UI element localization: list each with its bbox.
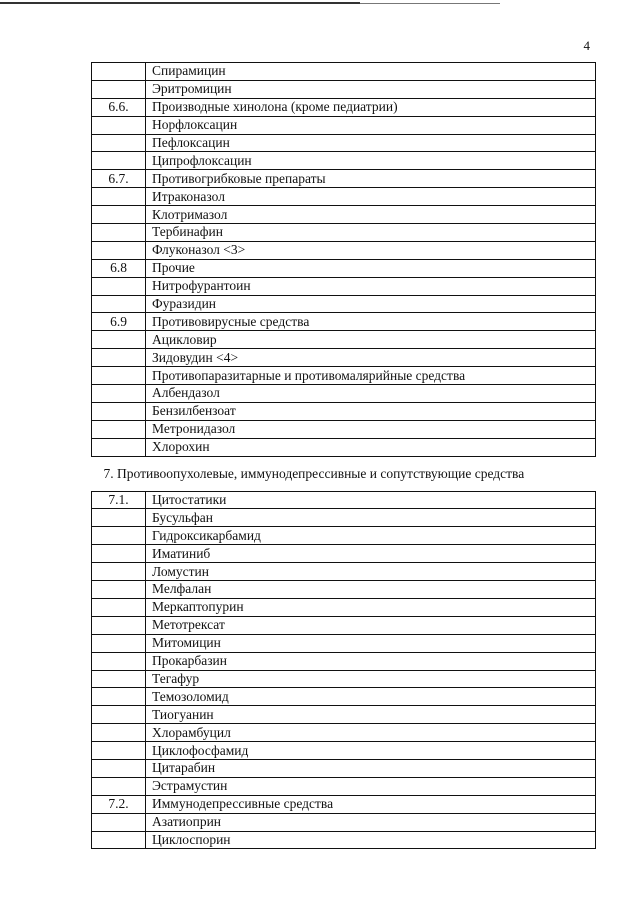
table-row	[92, 402, 596, 420]
row-number	[92, 134, 146, 152]
table-row	[92, 367, 596, 385]
row-number	[92, 367, 146, 385]
drug-name: Азатиоприн	[146, 813, 596, 831]
table-row	[92, 420, 596, 438]
table-row	[92, 98, 596, 116]
drug-name: Темозоломид	[146, 688, 596, 706]
table-row	[92, 188, 596, 206]
drug-name: Хлорохин	[146, 438, 596, 456]
drug-name: Пефлоксацин	[146, 134, 596, 152]
drug-name: Митомицин	[146, 634, 596, 652]
drug-name: Бусульфан	[146, 509, 596, 527]
table-row	[92, 831, 596, 849]
drug-name: Эритромицин	[146, 80, 596, 98]
row-number	[92, 331, 146, 349]
table-row	[92, 527, 596, 545]
row-number	[92, 616, 146, 634]
section-heading-body	[92, 456, 596, 491]
drug-name: Фуразидин	[146, 295, 596, 313]
table-row	[92, 742, 596, 760]
drug-name: Мелфалан	[146, 581, 596, 599]
table-row	[92, 688, 596, 706]
row-number	[92, 206, 146, 224]
drug-name: Прочие	[146, 259, 596, 277]
page-number: 4	[583, 38, 590, 53]
drug-name: Иматиниб	[146, 545, 596, 563]
row-number: 6.8	[92, 259, 146, 277]
row-number	[92, 509, 146, 527]
table-row	[92, 259, 596, 277]
row-number	[92, 527, 146, 545]
table-row	[92, 170, 596, 188]
drug-name: Метронидазол	[146, 420, 596, 438]
row-number	[92, 277, 146, 295]
table-row	[92, 724, 596, 742]
row-number	[92, 581, 146, 599]
table-row	[92, 616, 596, 634]
drug-name: Циклофосфамид	[146, 742, 596, 760]
scan-edge-line	[0, 2, 360, 4]
row-number	[92, 188, 146, 206]
drug-name: Тегафур	[146, 670, 596, 688]
table-row	[92, 349, 596, 367]
drug-name: Норфлоксацин	[146, 116, 596, 134]
table-row	[92, 706, 596, 724]
table-row	[92, 63, 596, 81]
drug-name: Итраконазол	[146, 188, 596, 206]
table-row	[92, 759, 596, 777]
drug-name: Противопаразитарные и противомалярийные средства	[146, 367, 596, 385]
table-row	[92, 581, 596, 599]
drug-name: Иммунодепрессивные средства	[146, 795, 596, 813]
row-number	[92, 116, 146, 134]
row-number	[92, 80, 146, 98]
section-heading: 7. Противоопухолевые, иммунодепрессивные и сопутствующие средства	[92, 456, 596, 491]
table-row	[92, 224, 596, 242]
table-row	[92, 313, 596, 331]
row-number	[92, 598, 146, 616]
drug-name: Цитостатики	[146, 491, 596, 509]
row-number	[92, 295, 146, 313]
drug-name: Эстрамустин	[146, 777, 596, 795]
row-number	[92, 241, 146, 259]
drug-name: Производные хинолона (кроме педиатрии)	[146, 98, 596, 116]
drug-name: Ацикловир	[146, 331, 596, 349]
row-number	[92, 759, 146, 777]
medication-table	[91, 62, 596, 849]
drug-name: Циклоспорин	[146, 831, 596, 849]
row-number	[92, 438, 146, 456]
drug-name: Тербинафин	[146, 224, 596, 242]
table-row	[92, 813, 596, 831]
table-row	[92, 116, 596, 134]
row-number	[92, 63, 146, 81]
table-row	[92, 385, 596, 403]
table-body-part-2	[92, 491, 596, 849]
row-number	[92, 813, 146, 831]
table-row	[92, 545, 596, 563]
row-number	[92, 402, 146, 420]
table-row	[92, 438, 596, 456]
scan-edge-line	[360, 3, 500, 4]
table-row	[92, 634, 596, 652]
row-number	[92, 545, 146, 563]
row-number: 6.6.	[92, 98, 146, 116]
table-row	[92, 206, 596, 224]
row-number	[92, 349, 146, 367]
row-number: 7.2.	[92, 795, 146, 813]
row-number: 7.1.	[92, 491, 146, 509]
drug-name: Меркаптопурин	[146, 598, 596, 616]
row-number	[92, 420, 146, 438]
drug-name: Спирамицин	[146, 63, 596, 81]
table-row	[92, 134, 596, 152]
row-number: 6.9	[92, 313, 146, 331]
table-row	[92, 277, 596, 295]
table-row	[92, 598, 596, 616]
row-number	[92, 742, 146, 760]
row-number	[92, 652, 146, 670]
drug-name: Зидовудин <4>	[146, 349, 596, 367]
table-row	[92, 652, 596, 670]
row-number	[92, 777, 146, 795]
row-number	[92, 724, 146, 742]
table-row	[92, 152, 596, 170]
drug-name: Клотримазол	[146, 206, 596, 224]
table-row	[92, 80, 596, 98]
table-row	[92, 670, 596, 688]
drug-name: Флуконазол <3>	[146, 241, 596, 259]
row-number	[92, 224, 146, 242]
drug-name: Бензилбензоат	[146, 402, 596, 420]
drug-name: Прокарбазин	[146, 652, 596, 670]
row-number	[92, 688, 146, 706]
row-number	[92, 670, 146, 688]
drug-name: Гидроксикарбамид	[146, 527, 596, 545]
drug-name: Албендазол	[146, 385, 596, 403]
table-row	[92, 295, 596, 313]
table-row	[92, 563, 596, 581]
table-row	[92, 331, 596, 349]
row-number: 6.7.	[92, 170, 146, 188]
drug-name: Ципрофлоксацин	[146, 152, 596, 170]
row-number	[92, 152, 146, 170]
table-row	[92, 777, 596, 795]
table-row	[92, 241, 596, 259]
row-number	[92, 563, 146, 581]
drug-name: Метотрексат	[146, 616, 596, 634]
section-heading-row	[92, 456, 596, 491]
row-number	[92, 385, 146, 403]
table-body-part-1	[92, 63, 596, 457]
row-number	[92, 831, 146, 849]
drug-name: Хлорамбуцил	[146, 724, 596, 742]
drug-name: Противовирусные средства	[146, 313, 596, 331]
row-number	[92, 634, 146, 652]
drug-name: Нитрофурантоин	[146, 277, 596, 295]
drug-name: Тиогуанин	[146, 706, 596, 724]
drug-name: Ломустин	[146, 563, 596, 581]
row-number	[92, 706, 146, 724]
table-row	[92, 509, 596, 527]
table-row	[92, 491, 596, 509]
drug-name: Цитарабин	[146, 759, 596, 777]
drug-name: Противогрибковые препараты	[146, 170, 596, 188]
table-row	[92, 795, 596, 813]
